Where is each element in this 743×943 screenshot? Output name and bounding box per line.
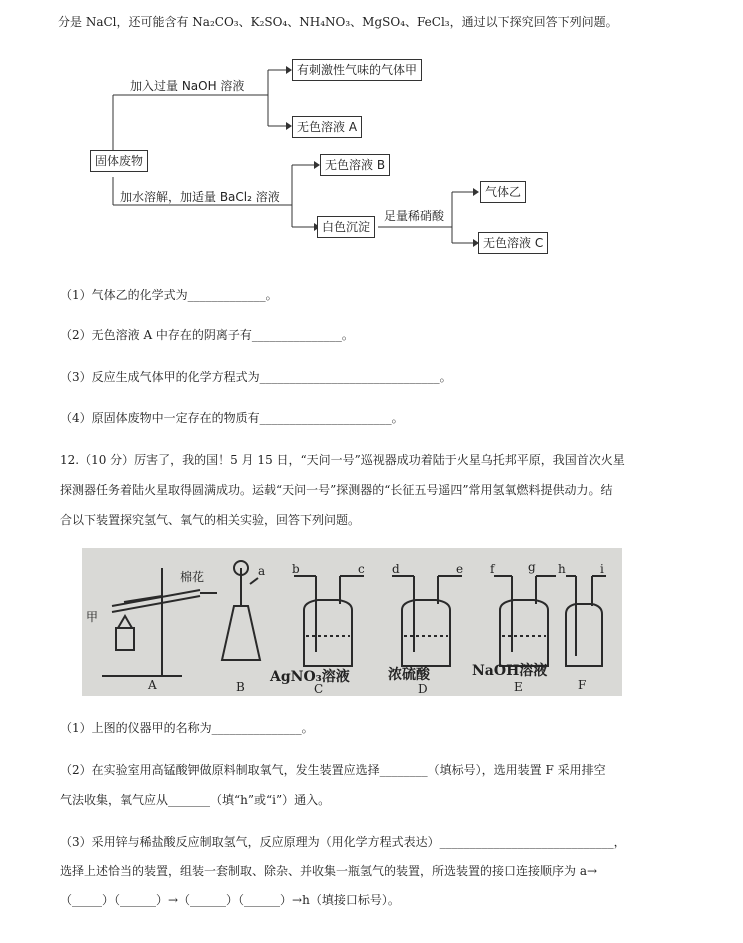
letter-e: E <box>514 680 523 694</box>
letter-c: C <box>314 682 324 696</box>
letter-d: D <box>418 682 428 696</box>
box-gas-yi: 气体乙 <box>480 181 526 203</box>
port-b: b <box>292 562 300 576</box>
branch1-label: 加入过量 NaOH 溶液 <box>130 79 245 93</box>
apparatus-figure <box>82 548 622 696</box>
jia-label: 甲 <box>86 610 99 624</box>
letter-f: F <box>578 678 587 692</box>
box-solution-b: 无色溶液 B <box>320 154 390 176</box>
q12-stem-line1: 12.（10 分）厉害了，我的国！5 月 15 日，“天问一号”巡视器成功着陆于火星乌托邦平原，我国首次火星 <box>60 453 625 467</box>
q12-sub3-line3: （_____）（______）→（______）（______）→h（填接口标号）。 <box>60 893 400 907</box>
box-solution-c: 无色溶液 C <box>478 232 548 254</box>
cotton-label: 棉花 <box>180 570 205 584</box>
port-g: g <box>528 560 536 574</box>
q12-stem-line2: 探测器任务着陆火星取得圆满成功。运载“天问一号”探测器的“长征五号遥四”常用氢氧燃料提供动力。结 <box>60 483 613 497</box>
port-a: a <box>258 564 266 578</box>
intro-text: 分是 NaCl，还可能含有 Na₂CO₃、K₂SO₄、NH₄NO₃、MgSO₄、FeCl₃，通过以下探究回答下列问题。 <box>58 15 618 29</box>
box-gas-jia: 有刺激性气味的气体甲 <box>292 59 422 81</box>
q11-sub3: （3）反应生成气体甲的化学方程式为______________________________。 <box>60 370 452 384</box>
reagent-naoh: NaOH溶液 <box>472 663 548 679</box>
q11-sub4: （4）原固体废物中一定存在的物质有______________________。 <box>60 411 404 425</box>
box-white-precipitate: 白色沉淀 <box>317 216 375 238</box>
q12-sub2-line2: 气法收集，氧气应从_______（填“h”或“i”）通入。 <box>60 793 331 807</box>
q12-sub3-line2: 选择上述恰当的装置，组装一套制取、除杂、并收集一瓶氢气的装置，所选装置的接口连接顺序为 a→ <box>60 864 598 878</box>
q11-sub1: （1）气体乙的化学式为_____________。 <box>60 288 278 302</box>
q12-sub3-line1: （3）采用锌与稀盐酸反应制取氢气，反应原理为（用化学方程式表达）_____________________________， <box>60 835 626 849</box>
q12-sub2-line1: （2）在实验室用高锰酸钾做原料制取氧气，发生装置应选择________（填标号），选用装置 F 采用排空 <box>60 763 606 777</box>
port-c: c <box>358 562 365 576</box>
port-h: h <box>558 562 566 576</box>
port-e: e <box>456 562 464 576</box>
port-d: d <box>392 562 400 576</box>
reagent-h2so4: 浓硫酸 <box>388 667 430 683</box>
q12-stem-line3: 合以下装置探究氢气、氧气的相关实验，回答下列问题。 <box>60 513 361 527</box>
q11-sub2: （2）无色溶液 A 中存在的阴离子有_______________。 <box>60 328 354 342</box>
acid-label: 足量稀硝酸 <box>384 209 445 223</box>
box-solid-waste: 固体废物 <box>90 150 148 172</box>
letter-a: A <box>148 678 157 692</box>
box-solution-a: 无色溶液 A <box>292 116 362 138</box>
reagent-agno3: AgNO₃溶液 <box>270 669 350 685</box>
port-i: i <box>600 562 604 576</box>
letter-b: B <box>236 680 245 694</box>
branch2-label: 加水溶解，加适量 BaCl₂ 溶液 <box>120 190 280 204</box>
port-f: f <box>490 562 495 576</box>
q12-sub1: （1）上图的仪器甲的名称为_______________。 <box>60 721 314 735</box>
